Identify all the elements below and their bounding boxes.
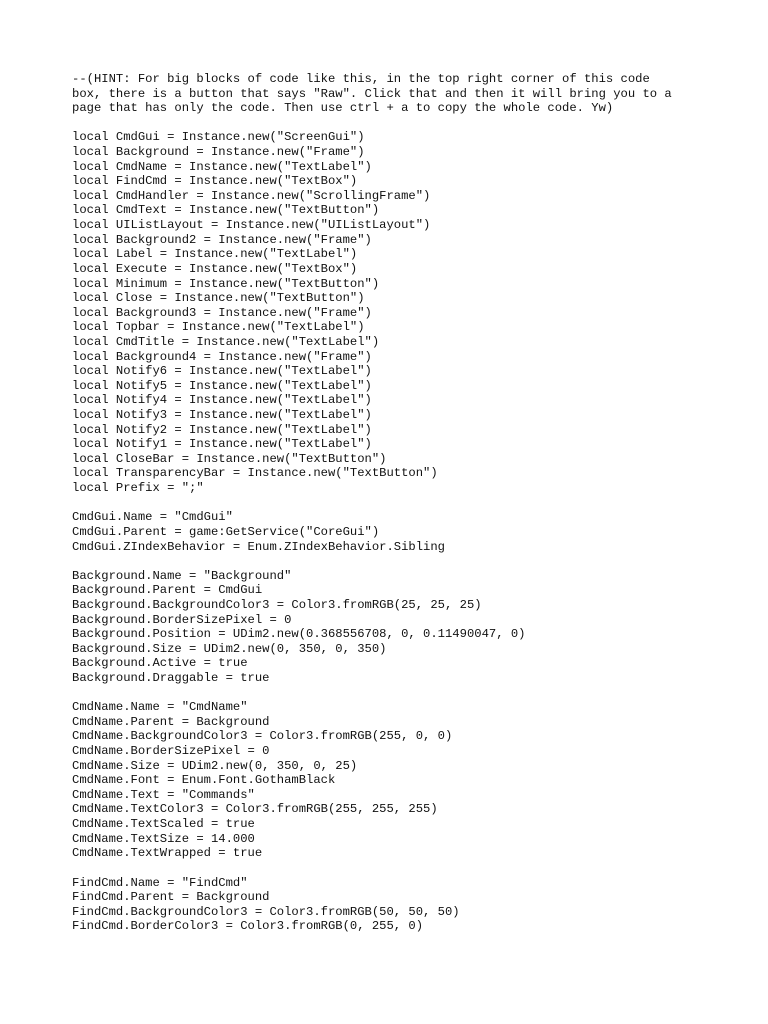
code-line: local CmdText = Instance.new("TextButton")	[72, 203, 380, 218]
code-line: local TransparencyBar = Instance.new("TextButton")	[72, 466, 438, 481]
code-line: FindCmd.Name = "FindCmd"	[72, 875, 248, 890]
code-line: Background.Position = UDim2.new(0.368556708, 0, 0.11490047, 0)	[72, 627, 526, 642]
blank-line	[72, 686, 752, 701]
blank-line	[72, 496, 752, 511]
blank-line	[72, 861, 752, 876]
code-line: local Prefix = ";"	[72, 481, 204, 496]
code-line: CmdName.TextColor3 = Color3.fromRGB(255, 255, 255)	[72, 802, 438, 817]
code-line: CmdName.TextScaled = true	[72, 817, 255, 832]
code-line: CmdGui.Parent = game:GetService("CoreGui")	[72, 524, 380, 539]
code-line: box, there is a button that says "Raw". Click that and then it will bring you to a	[72, 86, 672, 101]
code-line: local Notify3 = Instance.new("TextLabel")	[72, 408, 372, 423]
code-line: Background.BackgroundColor3 = Color3.fromRGB(25, 25, 25)	[72, 597, 482, 612]
code-line: Background.Draggable = true	[72, 670, 270, 685]
code-line: local Background3 = Instance.new("Frame")	[72, 305, 372, 320]
code-line: local Notify4 = Instance.new("TextLabel")	[72, 393, 372, 408]
code-line: FindCmd.BorderColor3 = Color3.fromRGB(0, 255, 0)	[72, 919, 424, 934]
code-line: Background.Parent = CmdGui	[72, 583, 263, 598]
code-line: local Close = Instance.new("TextButton")	[72, 291, 365, 306]
code-line: CmdName.Name = "CmdName"	[72, 700, 248, 715]
code-line: local CmdName = Instance.new("TextLabel")	[72, 159, 372, 174]
code-line: local CmdHandler = Instance.new("ScrollingFrame")	[72, 188, 431, 203]
code-line: CmdName.Text = "Commands"	[72, 787, 255, 802]
code-line: local CmdTitle = Instance.new("TextLabel")	[72, 334, 380, 349]
code-line: FindCmd.Parent = Background	[72, 890, 270, 905]
code-line: CmdGui.Name = "CmdGui"	[72, 510, 233, 525]
code-line: local Label = Instance.new("TextLabel")	[72, 247, 358, 262]
code-line: local Background = Instance.new("Frame")	[72, 145, 365, 160]
code-line: local CloseBar = Instance.new("TextButton")	[72, 451, 387, 466]
code-line: CmdName.Parent = Background	[72, 714, 270, 729]
code-line: --(HINT: For big blocks of code like this, in the top right corner of this code	[72, 72, 650, 86]
code-line: local Execute = Instance.new("TextBox")	[72, 261, 358, 276]
code-line: CmdName.BackgroundColor3 = Color3.fromRGB(255, 0, 0)	[72, 729, 453, 744]
code-line: local UIListLayout = Instance.new("UIListLayout")	[72, 218, 431, 233]
document-page	[72, 72, 752, 934]
code-line: Background.BorderSizePixel = 0	[72, 612, 292, 627]
code-line: local Notify1 = Instance.new("TextLabel")	[72, 437, 372, 452]
code-line: CmdGui.ZIndexBehavior = Enum.ZIndexBehavior.Sibling	[72, 539, 445, 554]
code-line: CmdName.TextSize = 14.000	[72, 831, 255, 846]
blank-line	[72, 554, 752, 569]
code-line: local Notify5 = Instance.new("TextLabel")	[72, 378, 372, 393]
code-line: Background.Active = true	[72, 656, 248, 671]
code-line: local Background4 = Instance.new("Frame")	[72, 349, 372, 364]
code-line: CmdName.BorderSizePixel = 0	[72, 744, 270, 759]
code-line: Background.Name = "Background"	[72, 568, 292, 583]
code-line: local CmdGui = Instance.new("ScreenGui")	[72, 130, 365, 145]
code-line: FindCmd.BackgroundColor3 = Color3.fromRGB(50, 50, 50)	[72, 904, 460, 919]
code-line: CmdName.Size = UDim2.new(0, 350, 0, 25)	[72, 758, 358, 773]
code-line: local FindCmd = Instance.new("TextBox")	[72, 174, 358, 189]
code-line: Background.Size = UDim2.new(0, 350, 0, 350)	[72, 641, 387, 656]
code-line: local Notify2 = Instance.new("TextLabel")	[72, 422, 372, 437]
code-line: local Notify6 = Instance.new("TextLabel")	[72, 364, 372, 379]
code-line: CmdName.Font = Enum.Font.GothamBlack	[72, 773, 336, 788]
blank-line	[72, 116, 752, 131]
code-line: page that has only the code. Then use ctrl + a to copy the whole code. Yw)	[72, 101, 614, 116]
code-line: local Topbar = Instance.new("TextLabel")	[72, 320, 365, 335]
code-line: local Minimum = Instance.new("TextButton")	[72, 276, 380, 291]
code-line: CmdName.TextWrapped = true	[72, 846, 263, 861]
code-line: local Background2 = Instance.new("Frame")	[72, 232, 372, 247]
